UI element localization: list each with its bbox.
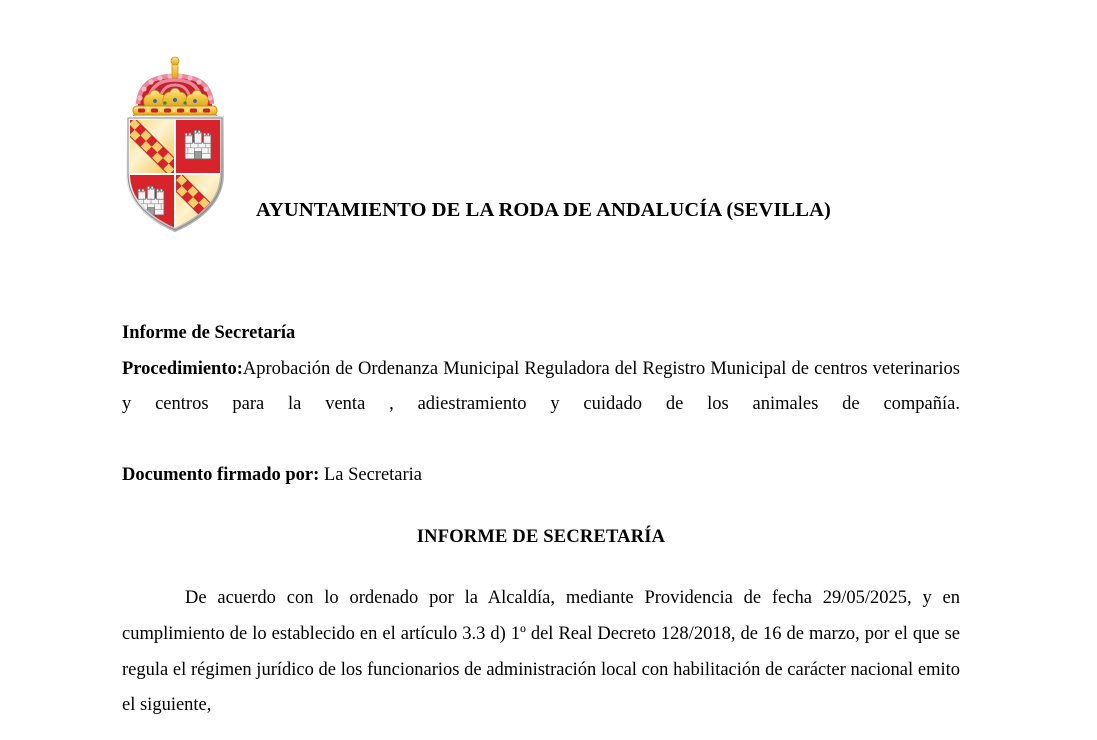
- signed-by-label: Documento firmado por:: [122, 465, 320, 485]
- shield-part: [118, 113, 232, 237]
- document-header: [0, 0, 1097, 260]
- document-body: [122, 316, 960, 724]
- signed-by-line: [122, 458, 960, 494]
- report-type-label: Informe de Secretaría: [122, 323, 296, 343]
- castle-charge: [185, 130, 211, 159]
- signed-by-value: La Secretaria: [323, 465, 423, 485]
- procedure-value: Aprobación de Ordenanza Municipal Reguladora del Registro Municipal de centros veterinarios y centros para la venta , adiestramiento y cuidado de los animales de compañía.: [122, 358, 960, 414]
- crown-part: [133, 57, 217, 120]
- section-heading: INFORME DE SECRETARÍA: [416, 526, 666, 547]
- page-title: AYUNTAMIENTO DE LA RODA DE ANDALUCÍA (SEVILLA): [256, 199, 831, 221]
- report-type-line: [122, 316, 960, 352]
- coat-of-arms-icon: [118, 56, 232, 238]
- body-paragraph: De acuerdo con lo ordenado por la Alcaldía, mediante Providencia de fecha 29/05/2025, y en cumplimiento de lo establecido en el artículo 3.3 d) 1º del Real Decreto 128/2018, de 16 de marzo, por el que se regula el régimen jurídico de los funcionarios de administración local con habilitación de carácter nacional emito el siguiente,: [122, 588, 960, 716]
- procedure-label: Procedimiento:: [122, 358, 243, 379]
- procedure-line: [122, 352, 960, 459]
